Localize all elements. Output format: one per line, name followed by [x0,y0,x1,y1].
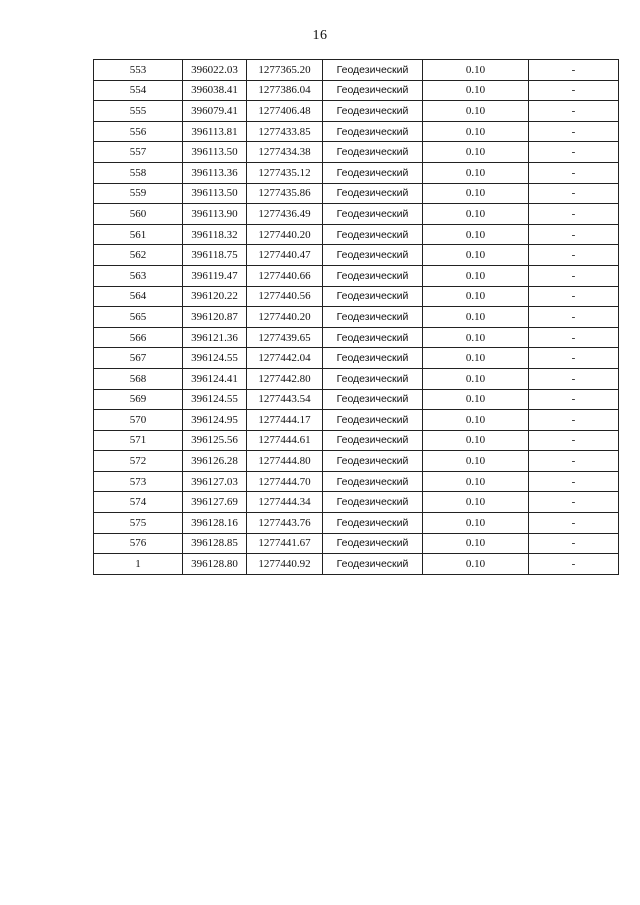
method-cell: Геодезический [323,245,423,266]
y-coordinate-cell: 1277440.92 [247,554,323,575]
y-coordinate-cell: 1277443.54 [247,389,323,410]
method-cell: Геодезический [323,80,423,101]
accuracy-cell: 0.10 [423,451,529,472]
y-coordinate-cell: 1277443.76 [247,513,323,534]
y-coordinate-cell: 1277439.65 [247,327,323,348]
method-cell: Геодезический [323,513,423,534]
x-coordinate-cell: 396113.36 [183,162,247,183]
note-cell: - [529,142,619,163]
x-coordinate-cell: 396120.22 [183,286,247,307]
accuracy-cell: 0.10 [423,60,529,81]
note-cell: - [529,389,619,410]
table-row [94,492,619,513]
accuracy-cell: 0.10 [423,224,529,245]
note-cell: - [529,492,619,513]
table-row [94,224,619,245]
y-coordinate-cell: 1277435.12 [247,162,323,183]
method-cell: Геодезический [323,286,423,307]
table-row [94,183,619,204]
note-cell: - [529,430,619,451]
point-number-cell: 558 [94,162,183,183]
y-coordinate-cell: 1277440.20 [247,307,323,328]
x-coordinate-cell: 396118.32 [183,224,247,245]
note-cell: - [529,554,619,575]
method-cell: Геодезический [323,368,423,389]
point-number-cell: 570 [94,410,183,431]
point-number-cell: 576 [94,533,183,554]
note-cell: - [529,471,619,492]
method-cell: Геодезический [323,471,423,492]
accuracy-cell: 0.10 [423,80,529,101]
y-coordinate-cell: 1277436.49 [247,204,323,225]
point-number-cell: 563 [94,265,183,286]
table-row [94,327,619,348]
accuracy-cell: 0.10 [423,307,529,328]
point-number-cell: 568 [94,368,183,389]
table-row [94,513,619,534]
note-cell: - [529,224,619,245]
table-row [94,389,619,410]
point-number-cell: 559 [94,183,183,204]
x-coordinate-cell: 396121.36 [183,327,247,348]
page-number: 16 [312,28,328,43]
x-coordinate-cell: 396127.03 [183,471,247,492]
x-coordinate-cell: 396113.81 [183,121,247,142]
method-cell: Геодезический [323,60,423,81]
y-coordinate-cell: 1277434.38 [247,142,323,163]
accuracy-cell: 0.10 [423,121,529,142]
y-coordinate-cell: 1277441.67 [247,533,323,554]
note-cell: - [529,245,619,266]
accuracy-cell: 0.10 [423,101,529,122]
method-cell: Геодезический [323,533,423,554]
note-cell: - [529,204,619,225]
method-cell: Геодезический [323,410,423,431]
point-number-cell: 555 [94,101,183,122]
accuracy-cell: 0.10 [423,471,529,492]
accuracy-cell: 0.10 [423,204,529,225]
point-number-cell: 557 [94,142,183,163]
note-cell: - [529,368,619,389]
y-coordinate-cell: 1277433.85 [247,121,323,142]
accuracy-cell: 0.10 [423,245,529,266]
x-coordinate-cell: 396128.16 [183,513,247,534]
point-number-cell: 560 [94,204,183,225]
note-cell: - [529,265,619,286]
x-coordinate-cell: 396124.41 [183,368,247,389]
y-coordinate-cell: 1277442.04 [247,348,323,369]
x-coordinate-cell: 396118.75 [183,245,247,266]
x-coordinate-cell: 396124.55 [183,389,247,410]
method-cell: Геодезический [323,224,423,245]
table-row [94,368,619,389]
table-row [94,162,619,183]
x-coordinate-cell: 396126.28 [183,451,247,472]
point-number-cell: 574 [94,492,183,513]
accuracy-cell: 0.10 [423,286,529,307]
accuracy-cell: 0.10 [423,389,529,410]
point-number-cell: 575 [94,513,183,534]
table-row [94,142,619,163]
x-coordinate-cell: 396124.95 [183,410,247,431]
table-row [94,554,619,575]
accuracy-cell: 0.10 [423,554,529,575]
note-cell: - [529,286,619,307]
accuracy-cell: 0.10 [423,492,529,513]
x-coordinate-cell: 396120.87 [183,307,247,328]
y-coordinate-cell: 1277442.80 [247,368,323,389]
note-cell: - [529,410,619,431]
y-coordinate-cell: 1277440.47 [247,245,323,266]
y-coordinate-cell: 1277406.48 [247,101,323,122]
x-coordinate-cell: 396128.80 [183,554,247,575]
y-coordinate-cell: 1277440.56 [247,286,323,307]
method-cell: Геодезический [323,204,423,225]
method-cell: Геодезический [323,101,423,122]
accuracy-cell: 0.10 [423,162,529,183]
coordinates-table [93,59,619,575]
accuracy-cell: 0.10 [423,513,529,534]
note-cell: - [529,348,619,369]
table-row [94,101,619,122]
point-number-cell: 564 [94,286,183,307]
x-coordinate-cell: 396127.69 [183,492,247,513]
method-cell: Геодезический [323,162,423,183]
point-number-cell: 556 [94,121,183,142]
method-cell: Геодезический [323,348,423,369]
table-row [94,245,619,266]
y-coordinate-cell: 1277444.34 [247,492,323,513]
accuracy-cell: 0.10 [423,142,529,163]
note-cell: - [529,162,619,183]
point-number-cell: 553 [94,60,183,81]
point-number-cell: 571 [94,430,183,451]
y-coordinate-cell: 1277444.70 [247,471,323,492]
accuracy-cell: 0.10 [423,348,529,369]
accuracy-cell: 0.10 [423,368,529,389]
table-row [94,471,619,492]
method-cell: Геодезический [323,389,423,410]
table-row [94,348,619,369]
point-number-cell: 554 [94,80,183,101]
x-coordinate-cell: 396113.50 [183,183,247,204]
x-coordinate-cell: 396113.90 [183,204,247,225]
table-row [94,121,619,142]
y-coordinate-cell: 1277440.66 [247,265,323,286]
y-coordinate-cell: 1277386.04 [247,80,323,101]
note-cell: - [529,80,619,101]
note-cell: - [529,183,619,204]
y-coordinate-cell: 1277440.20 [247,224,323,245]
point-number-cell: 566 [94,327,183,348]
x-coordinate-cell: 396022.03 [183,60,247,81]
method-cell: Геодезический [323,327,423,348]
note-cell: - [529,121,619,142]
table-row [94,430,619,451]
method-cell: Геодезический [323,430,423,451]
note-cell: - [529,307,619,328]
note-cell: - [529,60,619,81]
method-cell: Геодезический [323,142,423,163]
x-coordinate-cell: 396038.41 [183,80,247,101]
method-cell: Геодезический [323,265,423,286]
table-row [94,204,619,225]
method-cell: Геодезический [323,492,423,513]
point-number-cell: 572 [94,451,183,472]
x-coordinate-cell: 396124.55 [183,348,247,369]
y-coordinate-cell: 1277435.86 [247,183,323,204]
y-coordinate-cell: 1277444.80 [247,451,323,472]
accuracy-cell: 0.10 [423,265,529,286]
method-cell: Геодезический [323,121,423,142]
table-row [94,307,619,328]
note-cell: - [529,451,619,472]
accuracy-cell: 0.10 [423,410,529,431]
point-number-cell: 573 [94,471,183,492]
note-cell: - [529,533,619,554]
point-number-cell: 567 [94,348,183,369]
point-number-cell: 565 [94,307,183,328]
method-cell: Геодезический [323,183,423,204]
accuracy-cell: 0.10 [423,533,529,554]
method-cell: Геодезический [323,307,423,328]
x-coordinate-cell: 396119.47 [183,265,247,286]
x-coordinate-cell: 396079.41 [183,101,247,122]
point-number-cell: 561 [94,224,183,245]
point-number-cell: 569 [94,389,183,410]
table-row [94,533,619,554]
x-coordinate-cell: 396128.85 [183,533,247,554]
method-cell: Геодезический [323,554,423,575]
accuracy-cell: 0.10 [423,183,529,204]
table-row [94,451,619,472]
table-row [94,265,619,286]
note-cell: - [529,101,619,122]
table-row [94,60,619,81]
coordinates-table-body [94,60,619,575]
x-coordinate-cell: 396125.56 [183,430,247,451]
note-cell: - [529,513,619,534]
point-number-cell: 562 [94,245,183,266]
table-row [94,410,619,431]
table-row [94,80,619,101]
y-coordinate-cell: 1277444.61 [247,430,323,451]
y-coordinate-cell: 1277444.17 [247,410,323,431]
table-row [94,286,619,307]
point-number-cell: 1 [94,554,183,575]
method-cell: Геодезический [323,451,423,472]
accuracy-cell: 0.10 [423,327,529,348]
note-cell: - [529,327,619,348]
accuracy-cell: 0.10 [423,430,529,451]
x-coordinate-cell: 396113.50 [183,142,247,163]
y-coordinate-cell: 1277365.20 [247,60,323,81]
